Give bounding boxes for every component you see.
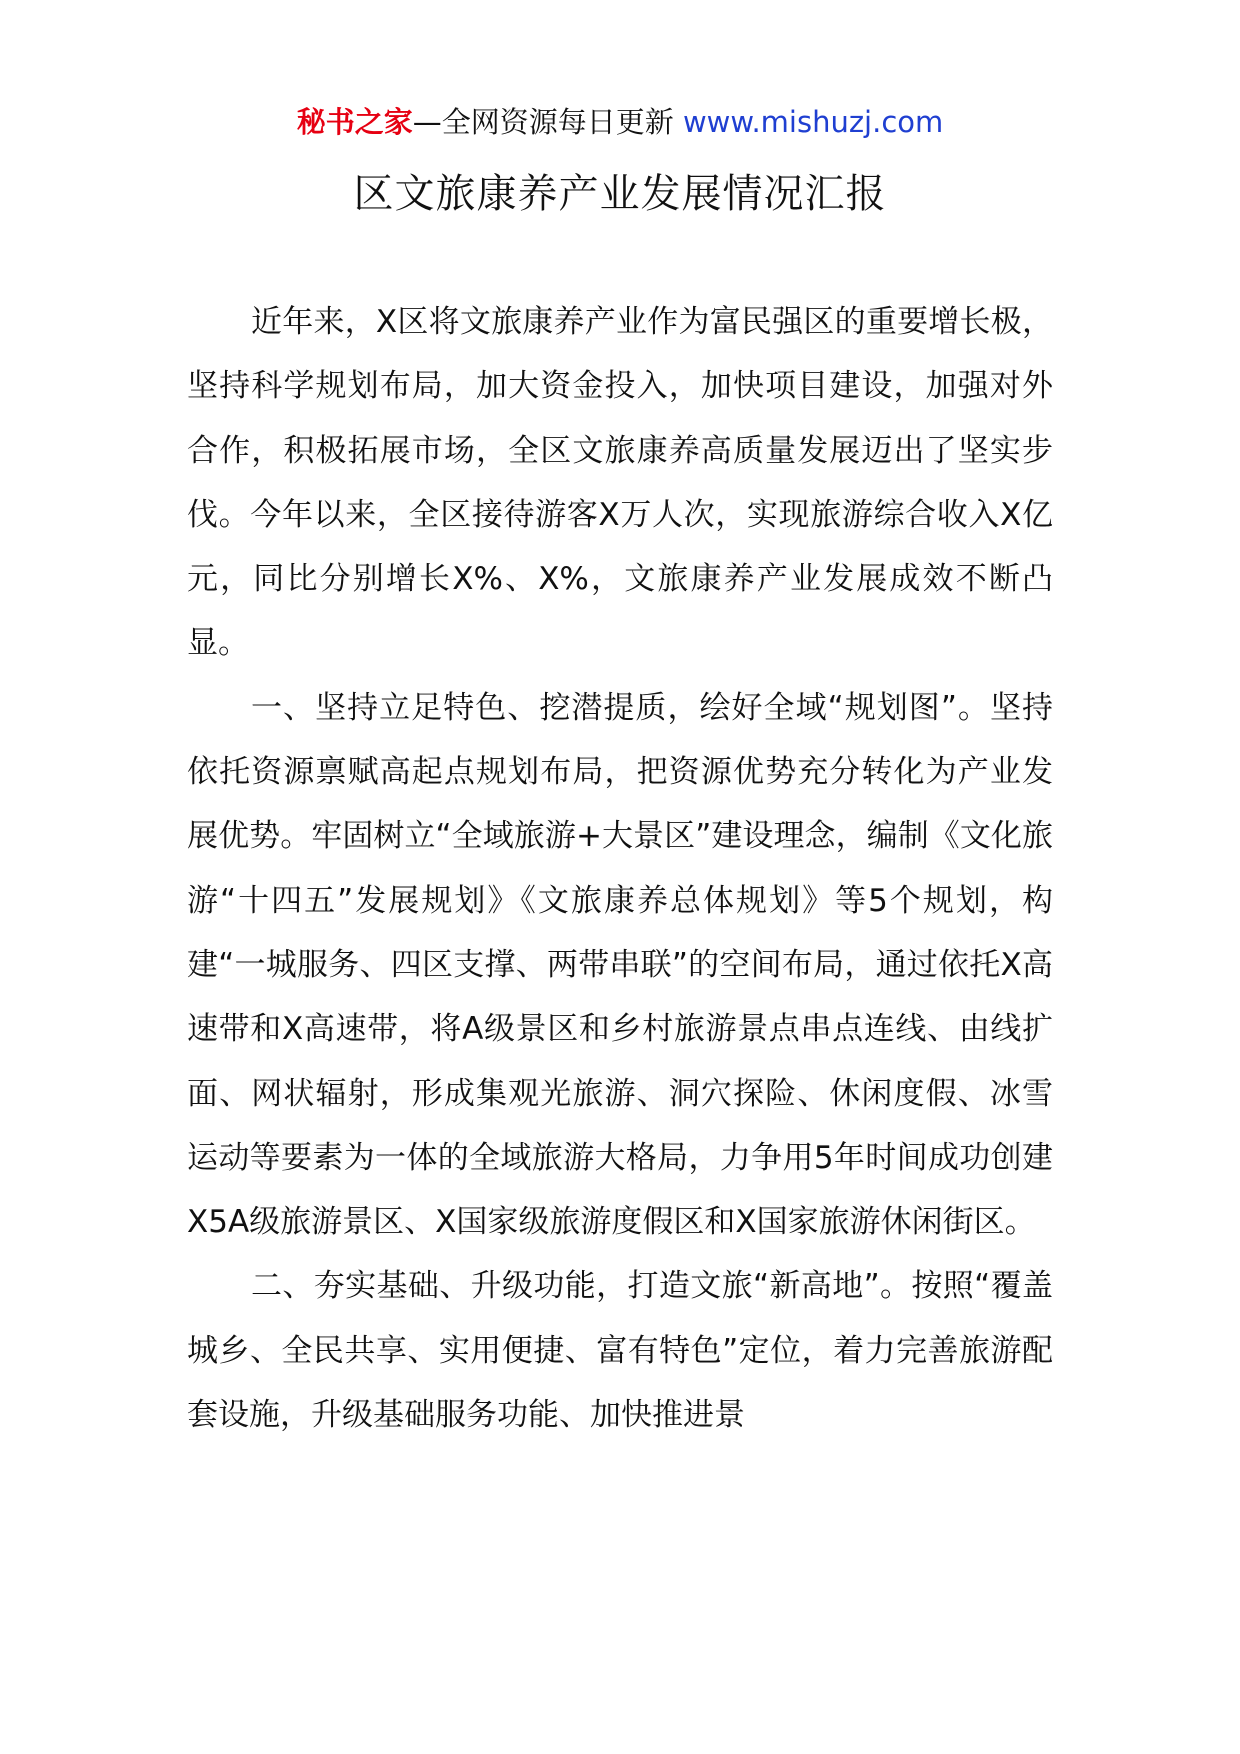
site-url-link[interactable]: www.mishuzj.com	[682, 105, 944, 139]
paragraph-section-one: 一、坚持立足特色、挖潜提质，绘好全域“规划图”。坚持依托资源禀赋高起点规划布局，把资源优势充分转化为产业发展优势。牢固树立“全域旅游+大景区”建设理念，编制《文化旅游“十四五”发展规划》《文旅康养总体规划》等5个规划，构建“一城服务、四区支撑、两带串联”的空间布局，通过依托X高速带和X高速带，将A级景区和乡村旅游景点串点连线、由线扩面、网状辐射，形成集观光旅游、洞穴探险、休闲度假、冰雪运动等要素为一体的全域旅游大格局，力争用5年时间成功创建X5A级旅游景区、X国家级旅游度假区和X国家旅游休闲街区。	[187, 689, 1053, 1241]
banner-slogan: —全网资源每日更新	[412, 105, 674, 139]
site-banner	[0, 100, 1240, 144]
brand-name: 秘书之家	[296, 105, 413, 139]
paragraph-section-two: 二、夯实基础、升级功能，打造文旅“新高地”。按照“覆盖城乡、全民共享、实用便捷、富有特色”定位，着力完善旅游配套设施，升级基础服务功能、加快推进景	[187, 1268, 1053, 1434]
document-body	[187, 290, 1053, 1447]
document-title: 区文旅康养产业发展情况汇报	[353, 171, 887, 217]
paragraph-intro: 近年来，X区将文旅康养产业作为富民强区的重要增长极，坚持科学规划布局，加大资金投入，加快项目建设，加强对外合作，积极拓展市场，全区文旅康养高质量发展迈出了坚实步伐。今年以来，全区接待游客X万人次，实现旅游综合收入X亿元，同比分别增长X%、X%，文旅康养产业发展成效不断凸显。	[187, 304, 1053, 662]
